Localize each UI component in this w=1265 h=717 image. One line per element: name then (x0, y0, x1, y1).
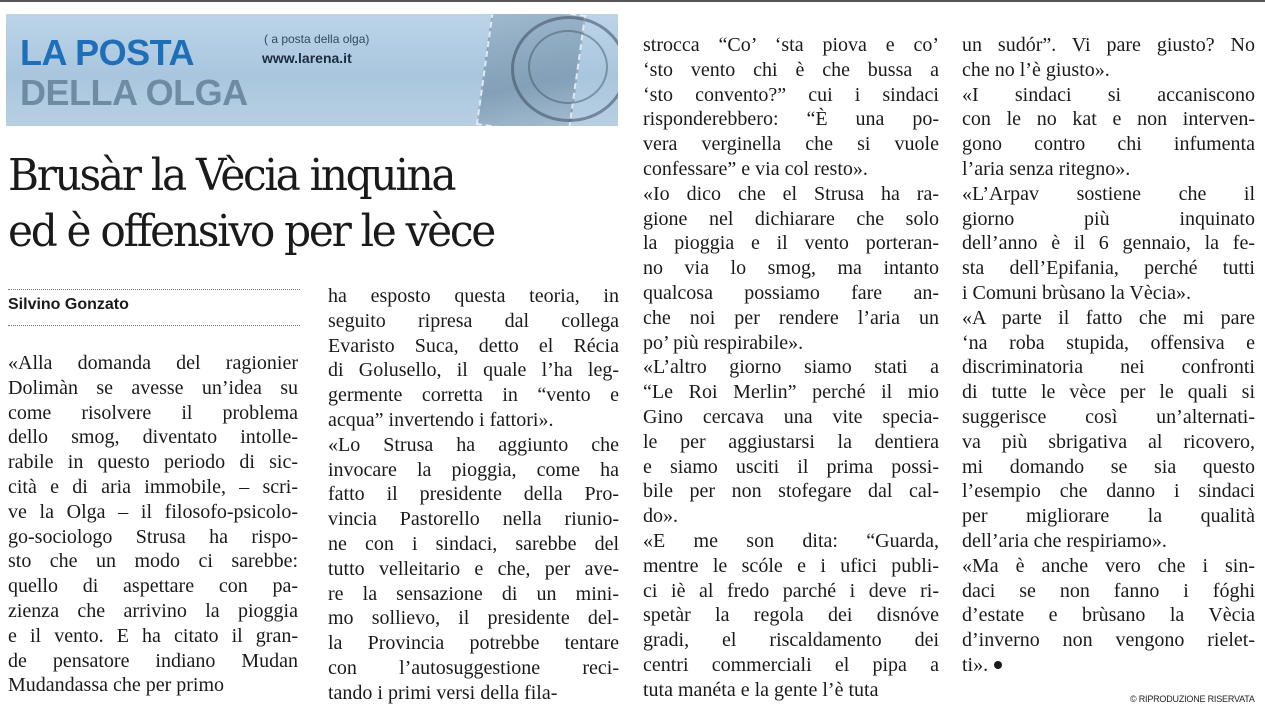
article-line: con l’autosuggestione reci- (328, 656, 619, 679)
article-line: po’ più respirabile». (643, 331, 804, 354)
article-line: tutto velleitario e che, per ave- (328, 557, 619, 580)
article-line: di Golusello, il quale l’ha leg- (328, 359, 619, 382)
article-line: sto che un modo ci sarebbe: (8, 550, 298, 573)
article-line: acqua” invertendo i fattori». (328, 408, 554, 431)
article-line: mentre le scóle e i ufici publi- (643, 554, 939, 577)
article-line: gione nel dichiarare che solo (643, 207, 939, 230)
banner-title-line1: LA POSTA (20, 32, 194, 73)
article-line: un sudór”. Vi pare giusto? No (962, 34, 1255, 56)
article-line: go-sociologo Strusa ha rispo- (8, 525, 298, 548)
banner-title-line2: DELLA OLGA (20, 72, 248, 113)
article-line: Mudandassa che per primo (8, 674, 225, 697)
article-line: germente corretta in “vento e (328, 384, 619, 407)
article-line: vincia Pastorello nella riunio- (328, 508, 619, 531)
article-line: tando i primi versi della fila- (328, 681, 558, 704)
article-line: risponderebbero: “È una po- (643, 108, 939, 131)
article-line: «Ma è anche vero che i sin- (962, 554, 1255, 577)
byline-bottom-divider (8, 325, 300, 326)
article-line: dello smog, diventato intolle- (8, 426, 298, 449)
article-line: confessare” e via col resto». (643, 157, 868, 180)
article-line: suggerisce così un’alternati- (962, 405, 1255, 428)
article-line: rabile in questo periodo di sic- (8, 451, 298, 474)
byline-top-divider (8, 289, 300, 290)
postmark-inner-icon (528, 30, 608, 104)
article-line: quello di aspettare con pa- (8, 575, 298, 598)
article-line: d’inverno non vengono rielet- (962, 629, 1255, 652)
end-bullet-icon (994, 661, 1002, 669)
article-line: l’esempio che danno i sindaci (962, 480, 1255, 503)
article-headline (8, 148, 594, 260)
article-line: re la sensazione di un mini- (328, 582, 619, 605)
article-line: mi domando se sia questo (962, 455, 1255, 478)
article-line: i Comuni brùsano la Vècia». (962, 281, 1192, 304)
article-line: invocare la pioggia, come ha (328, 458, 619, 481)
article-line: mo sollievo, il presidente del- (328, 607, 619, 630)
article-column-3 (643, 33, 939, 703)
article-line: con le no kat e non interven- (962, 108, 1255, 131)
article-line: che noi per rendere l’aria un (643, 306, 939, 329)
article-line: Evaristo Suca, detto el Récia (328, 334, 619, 357)
article-line: «Lo Strusa ha aggiunto che (328, 433, 619, 456)
article-line: “Le Roi Merlin” perché il mio (643, 381, 939, 404)
article-line: ci iè al fredo parché i deve ri- (643, 579, 939, 602)
article-line: qualcosa possiamo fare an- (643, 281, 939, 304)
article-line: gono contro chi infumenta (962, 133, 1255, 156)
article-line: ‘sto convento?” cui i sindaci (643, 83, 939, 106)
article-line: e siamo usciti il prima possi- (643, 455, 939, 478)
headline-line-1: Brusàr la Vècia inquina (8, 150, 455, 201)
article-line: ‘na roba stupida, offensiva e (962, 331, 1255, 354)
article-line: va più sbrigativa al ricovero, (962, 430, 1255, 453)
article-line: «E me son dita: “Guarda, (643, 529, 939, 552)
article-line: zienza che arrivino la pioggia (8, 599, 298, 622)
article-line: dell’anno è il 6 gennaio, la fe- (962, 232, 1255, 255)
article-line: daci se non fanno i fóghi (962, 579, 1255, 602)
article-column-4 (962, 33, 1255, 678)
article-line: per migliorare la qualità (962, 505, 1255, 528)
article-line: discriminatoria nei confronti (962, 356, 1255, 379)
article-line: cità e di aria immobile, – scri- (8, 475, 298, 498)
article-line: ve la Olga – il filosofo-psicolo- (8, 500, 298, 523)
article-line: ti». (962, 653, 1255, 678)
article-line: Dolimàn se avesse un’idea su (8, 376, 298, 399)
article-line: «I sindaci si accaniscono (962, 83, 1255, 106)
article-line: e il vento. E ha citato il gran- (8, 624, 298, 647)
top-rule (0, 0, 1265, 2)
banner-subtitle: ( a posta della olga) (264, 32, 370, 46)
article-line: la Provincia potrebbe tentare (328, 632, 619, 655)
article-column-2 (328, 284, 619, 706)
headline-line-2: ed è offensivo per le vèce (8, 206, 494, 257)
article-line: do». (643, 505, 678, 528)
article-line: la pioggia e il vento porteran- (643, 232, 939, 255)
article-line: seguito ripresa dal collega (328, 309, 619, 332)
article-line: «Io dico che el Strusa ha ra- (643, 182, 939, 205)
article-line: spetàr la regola dei disnóve (643, 604, 939, 627)
article-line: giorno più inquinato (962, 207, 1255, 230)
article-line: d’estate e brùsano la Vècia (962, 604, 1255, 627)
article-line: ha esposto questa teoria, in (328, 285, 619, 307)
article-line: de pensatore indiano Mudan (8, 649, 298, 672)
article-line: tuta manéta e la gente l’è tuta (643, 678, 879, 701)
article-line: bile per non stofegare dal cal- (643, 480, 939, 503)
article-line: «A parte il fatto che mi pare (962, 306, 1255, 329)
article-line: «L’altro giorno siamo stati a (643, 356, 939, 379)
copyright-notice: © RIPRODUZIONE RISERVATA (1130, 694, 1255, 704)
article-line: no via lo smog, ma intanto (643, 257, 939, 280)
article-line: fatto il presidente della Pro- (328, 483, 619, 506)
article-line: vera verginella che si vuole (643, 133, 939, 156)
article-line: «Alla domanda del ragionier (8, 352, 298, 374)
article-line: Gino cercava una vite specia- (643, 405, 939, 428)
article-line: dell’aria che respiriamo». (962, 529, 1167, 552)
article-line: ‘sto vento chi è che bussa a (643, 58, 939, 81)
article-line: che no l’è giusto». (962, 58, 1110, 81)
article-line: gradi, el riscaldamento dei (643, 629, 939, 652)
article-line: l’aria senza ritegno». (962, 157, 1131, 180)
article-line: le per aggiustarsi la dentiera (643, 430, 939, 453)
article-line: ne con i sindaci, sarebbe del (328, 532, 619, 555)
article-line: strocca “Co’ ‘sta piova e co’ (643, 34, 939, 56)
article-line: «L’Arpav sostiene che il (962, 182, 1255, 205)
article-line: come risolvere il problema (8, 401, 298, 424)
article-line: di tutte le vèce per le quali si (962, 381, 1255, 404)
column-banner (6, 14, 618, 126)
article-line: sta dell’Epifania, perché tutti (962, 257, 1255, 280)
article-byline: Silvino Gonzato (8, 296, 129, 313)
article-line: centri commerciali el pipa a (643, 653, 939, 676)
banner-url-link[interactable]: www.larena.it (262, 50, 352, 66)
article-column-1 (8, 351, 298, 698)
